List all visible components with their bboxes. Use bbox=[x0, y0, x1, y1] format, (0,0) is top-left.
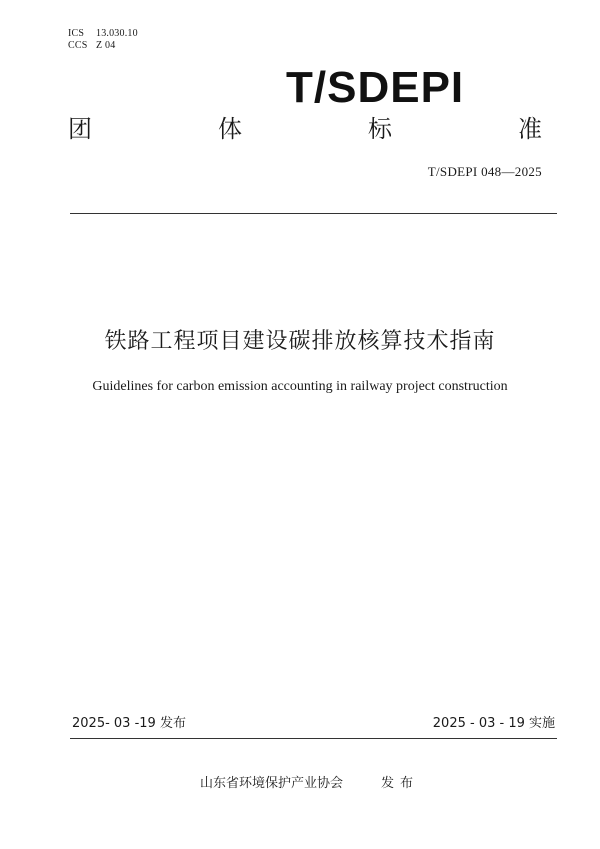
issue-date: 2025- 03 -19 发布 bbox=[72, 716, 186, 731]
standard-type-char: 准 bbox=[518, 115, 542, 143]
ccs-line bbox=[68, 40, 138, 52]
classification-codes bbox=[68, 28, 138, 52]
title-english: Guidelines for carbon emission accounting in railway project construction bbox=[92, 379, 508, 394]
standard-type bbox=[68, 114, 542, 144]
standard-type-char: 体 bbox=[218, 115, 242, 143]
standard-type-char: 标 bbox=[368, 115, 392, 143]
standard-type-char: 团 bbox=[68, 115, 92, 143]
publish-label: 发布 bbox=[381, 776, 420, 791]
top-divider bbox=[70, 213, 557, 214]
ccs-value: Z 04 bbox=[96, 40, 116, 51]
implementation-date: 2025 - 03 - 19 实施 bbox=[432, 716, 555, 731]
bottom-divider bbox=[70, 738, 557, 739]
title-chinese: 铁路工程项目建设碳排放核算技术指南 bbox=[104, 329, 496, 354]
standard-number: T/SDEPI 048—2025 bbox=[427, 164, 542, 179]
brand-code: T/SDEPI bbox=[286, 63, 465, 112]
ics-line bbox=[68, 28, 138, 40]
ics-value: 13.030.10 bbox=[96, 28, 138, 39]
ccs-label: CCS bbox=[68, 40, 88, 51]
publisher-name: 山东省环境保护产业协会 bbox=[200, 776, 344, 791]
ics-label: ICS bbox=[68, 28, 85, 39]
